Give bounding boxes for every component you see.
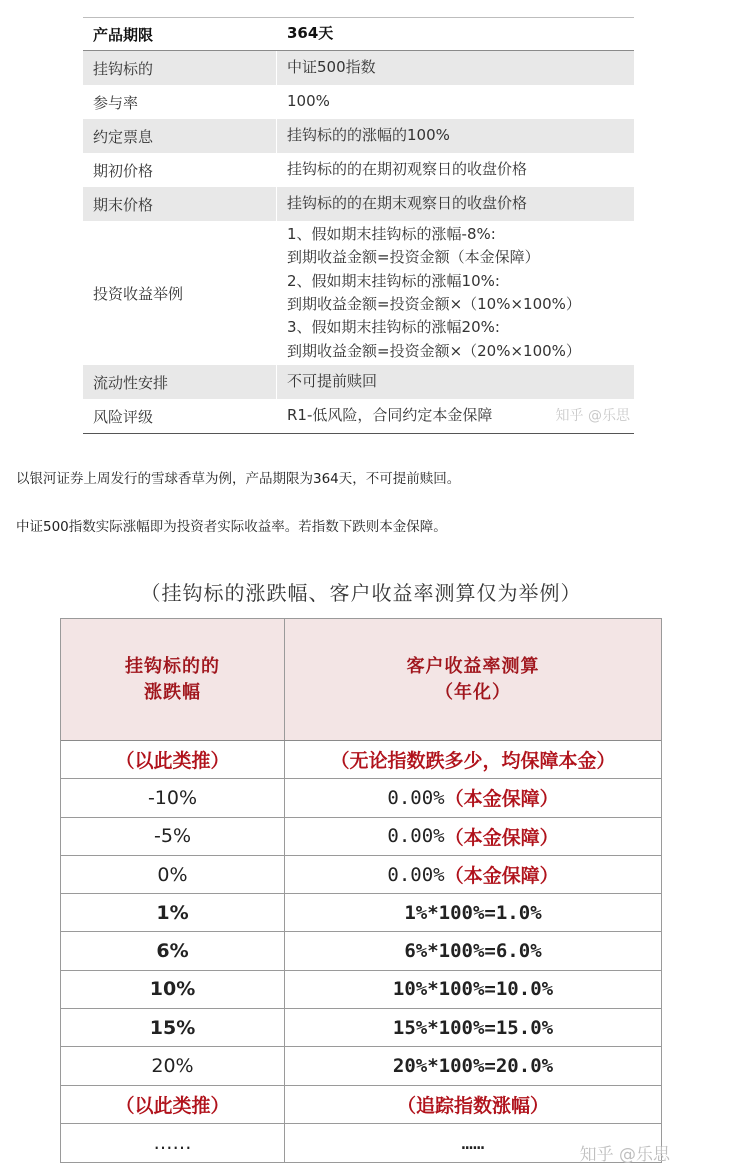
header-line: 客户收益率测算 bbox=[406, 655, 540, 677]
principal-note: （本金保障） bbox=[444, 865, 559, 888]
product-terms-table bbox=[83, 17, 634, 434]
change-cell: （以此类推） bbox=[61, 741, 285, 778]
term-value bbox=[276, 221, 634, 365]
watermark: 知乎 @乐思 bbox=[555, 408, 630, 424]
term-value-line: 挂钩标的的在期初观察日的收盘价格 bbox=[287, 160, 528, 179]
change-cell: 6% bbox=[61, 932, 285, 969]
return-cell: （无论指数跌多少，均保障本金） bbox=[330, 750, 616, 773]
term-value-line: 到期收益金额=投资金额×（20%×100%） bbox=[287, 341, 581, 360]
return-cell: 6%*100%=6.0% bbox=[404, 940, 542, 963]
table-row bbox=[83, 221, 634, 365]
table-row bbox=[83, 399, 634, 433]
return-value: 0.00% bbox=[387, 825, 445, 848]
change-cell: 1% bbox=[61, 894, 285, 931]
header-line: 挂钩标的的 bbox=[125, 655, 220, 677]
table-row bbox=[83, 85, 634, 119]
return-cell: 1%*100%=1.0% bbox=[404, 901, 542, 924]
principal-note: （本金保障） bbox=[444, 826, 559, 849]
change-cell: 10% bbox=[61, 971, 285, 1008]
paragraph: 以银河证券上周发行的雪球香草为例，产品期限为364天，不可提前赎回。 bbox=[16, 471, 461, 487]
term-value-line: 不可提前赎回 bbox=[287, 372, 378, 391]
table-row bbox=[83, 18, 634, 51]
change-cell: -10% bbox=[61, 779, 285, 816]
term-value bbox=[276, 18, 634, 50]
term-label: 挂钩标的 bbox=[93, 59, 154, 78]
term-label: 期末价格 bbox=[93, 195, 154, 214]
table-row bbox=[61, 741, 661, 779]
return-cell bbox=[285, 779, 661, 816]
return-example-table bbox=[60, 618, 662, 1163]
term-value bbox=[276, 365, 634, 399]
paragraph: 中证500指数实际涨幅即为投资者实际收益率。若指数下跌则本金保障。 bbox=[16, 519, 447, 535]
table-row bbox=[61, 818, 661, 856]
term-value-line: 100% bbox=[287, 92, 330, 111]
term-label: 期初价格 bbox=[93, 161, 154, 180]
change-cell: -5% bbox=[61, 818, 285, 855]
term-value bbox=[276, 85, 634, 119]
term-label: 产品期限 bbox=[93, 25, 154, 44]
table-caption: （挂钩标的涨跌幅、客户收益率测算仅为举例） bbox=[140, 581, 582, 605]
table-row bbox=[61, 856, 661, 894]
table-row bbox=[61, 1009, 661, 1047]
term-value-line: 364天 bbox=[287, 24, 334, 43]
header-change bbox=[61, 619, 285, 740]
term-value-line: 挂钩标的的涨幅的100% bbox=[287, 126, 450, 145]
return-cell: （追踪指数涨幅） bbox=[396, 1094, 549, 1117]
term-label: 参与率 bbox=[93, 93, 139, 112]
term-value-line: R1-低风险，合同约定本金保障 bbox=[287, 406, 493, 425]
return-cell: 10%*100%=10.0% bbox=[392, 978, 554, 1001]
table-row bbox=[83, 119, 634, 153]
term-value bbox=[276, 187, 634, 221]
term-value-line: 中证500指数 bbox=[287, 58, 376, 77]
term-label: 投资收益举例 bbox=[93, 284, 184, 303]
table-row bbox=[83, 187, 634, 221]
change-cell: 0% bbox=[61, 856, 285, 893]
table-header-row bbox=[61, 619, 661, 741]
table-row bbox=[61, 779, 661, 817]
change-cell: 20% bbox=[61, 1047, 285, 1084]
change-cell: 15% bbox=[61, 1009, 285, 1046]
term-label: 风险评级 bbox=[93, 407, 154, 426]
term-value bbox=[276, 51, 634, 85]
term-value-line: 3、假如期末挂钩标的涨幅20%: bbox=[287, 318, 500, 337]
header-line: （年化） bbox=[435, 681, 511, 703]
return-cell: 20%*100%=20.0% bbox=[392, 1055, 554, 1078]
term-label: 约定票息 bbox=[93, 127, 154, 146]
return-cell bbox=[285, 818, 661, 855]
return-value: 0.00% bbox=[387, 863, 445, 886]
table-row bbox=[83, 51, 634, 85]
return-cell: 15%*100%=15.0% bbox=[392, 1016, 554, 1039]
term-value-line: 2、假如期末挂钩标的涨幅10%: bbox=[287, 271, 500, 290]
table-row bbox=[61, 971, 661, 1009]
table-row bbox=[61, 894, 661, 932]
header-line: 涨跌幅 bbox=[144, 681, 201, 703]
return-cell bbox=[285, 856, 661, 893]
term-value bbox=[276, 153, 634, 187]
table-row bbox=[61, 1124, 661, 1162]
table-row bbox=[61, 1086, 661, 1124]
return-value: 0.00% bbox=[387, 786, 445, 809]
term-label: 流动性安排 bbox=[93, 373, 169, 392]
term-value bbox=[276, 119, 634, 153]
term-value-line: 1、假如期末挂钩标的涨幅-8%: bbox=[287, 225, 496, 244]
term-value-line: 挂钩标的的在期末观察日的收盘价格 bbox=[287, 194, 528, 213]
table-row bbox=[83, 365, 634, 399]
table-row bbox=[61, 1047, 661, 1085]
table-row bbox=[61, 932, 661, 970]
change-cell: （以此类推） bbox=[61, 1086, 285, 1123]
change-cell: …… bbox=[61, 1124, 285, 1162]
return-cell: …… bbox=[461, 1132, 485, 1155]
term-value-line: 到期收益金额=投资金额（本金保障） bbox=[287, 248, 540, 267]
principal-note: （本金保障） bbox=[444, 788, 559, 811]
table-row bbox=[83, 153, 634, 187]
term-value-line: 到期收益金额=投资金额×（10%×100%） bbox=[287, 295, 581, 313]
watermark: 知乎 @乐思 bbox=[579, 1145, 670, 1165]
header-return bbox=[285, 619, 661, 740]
